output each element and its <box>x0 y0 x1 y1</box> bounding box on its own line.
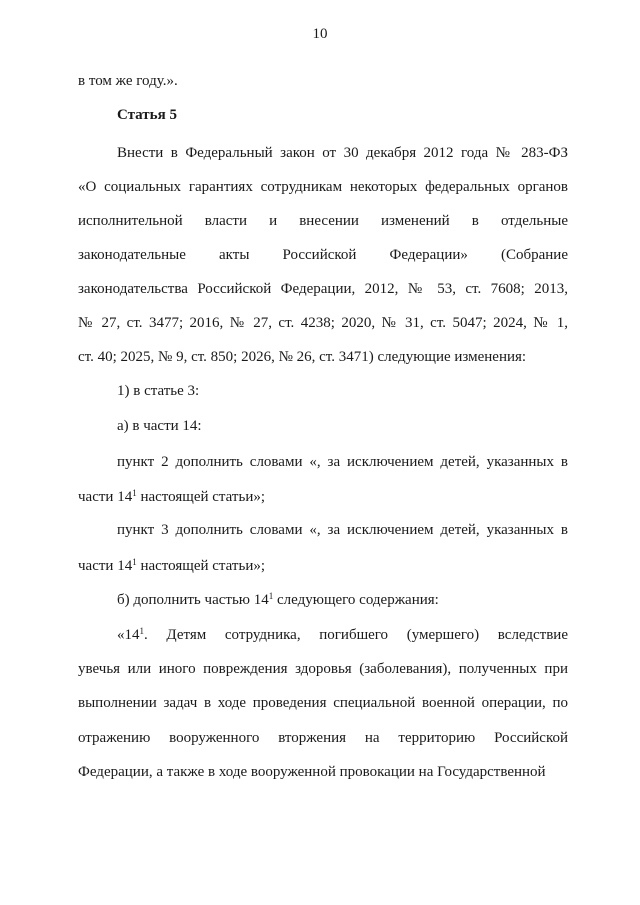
text-fragment: «14 <box>117 627 140 643</box>
superscript: 1 <box>132 488 137 498</box>
text-line: № 27, ст. 3477; 2016, № 27, ст. 4238; 2020, № 31, ст. 5047; 2024, № 1, <box>78 315 568 331</box>
superscript: 1 <box>139 626 144 636</box>
text-line: исполнительной власти и внесении изменений в отдельные <box>78 213 568 229</box>
text-line: увечья или иного повреждения здоровья (заболевания), полученных при <box>78 661 568 677</box>
text-fragment: . Детям сотрудника, погибшего (умершего) вследствие <box>144 627 568 643</box>
text-line: пункт 3 дополнить словами «, за исключением детей, указанных в <box>117 522 568 538</box>
text-fragment: части 14 <box>78 489 133 505</box>
text-line <box>78 487 568 507</box>
text-line: Внести в Федеральный закон от 30 декабря 2012 года № 283-ФЗ <box>117 145 568 161</box>
text-line: Федерации, а также в ходе вооруженной провокации на Государственной <box>78 764 546 780</box>
text-line: законодательства Российской Федерации, 2012, № 53, ст. 7608; 2013, <box>78 281 568 297</box>
text-fragment: настоящей статьи»; <box>136 558 266 574</box>
text-line: ст. 40; 2025, № 9, ст. 850; 2026, № 26, ст. 3471) следующие изменения: <box>78 349 527 365</box>
article-heading: Статья 5 <box>117 107 177 123</box>
text-line <box>78 556 568 576</box>
text-line: 1) в статье 3: <box>117 383 200 399</box>
superscript: 1 <box>268 591 274 601</box>
superscript: 1 <box>132 557 137 567</box>
text-line: в том же году.». <box>78 73 178 89</box>
text-line: отражению вооруженного вторжения на территорию Российской <box>78 730 568 746</box>
text-line: пункт 2 дополнить словами «, за исключением детей, указанных в <box>117 454 568 470</box>
text-fragment: части 14 <box>78 558 133 574</box>
text-fragment: настоящей статьи»; <box>136 489 266 505</box>
text-line <box>117 590 568 610</box>
page-number: 10 <box>312 26 328 42</box>
text-line: «О социальных гарантиях сотрудникам некоторых федеральных органов <box>78 179 568 195</box>
text-line: а) в части 14: <box>117 418 202 434</box>
text-line: законодательные акты Российской Федерации» (Собрание <box>78 247 568 263</box>
text-fragment: следующего содержания: <box>273 592 439 608</box>
text-line: выполнении задач в ходе проведения специальной военной операции, по <box>78 695 568 711</box>
text-fragment: б) дополнить частью 14 <box>117 592 269 608</box>
text-line <box>117 625 568 645</box>
